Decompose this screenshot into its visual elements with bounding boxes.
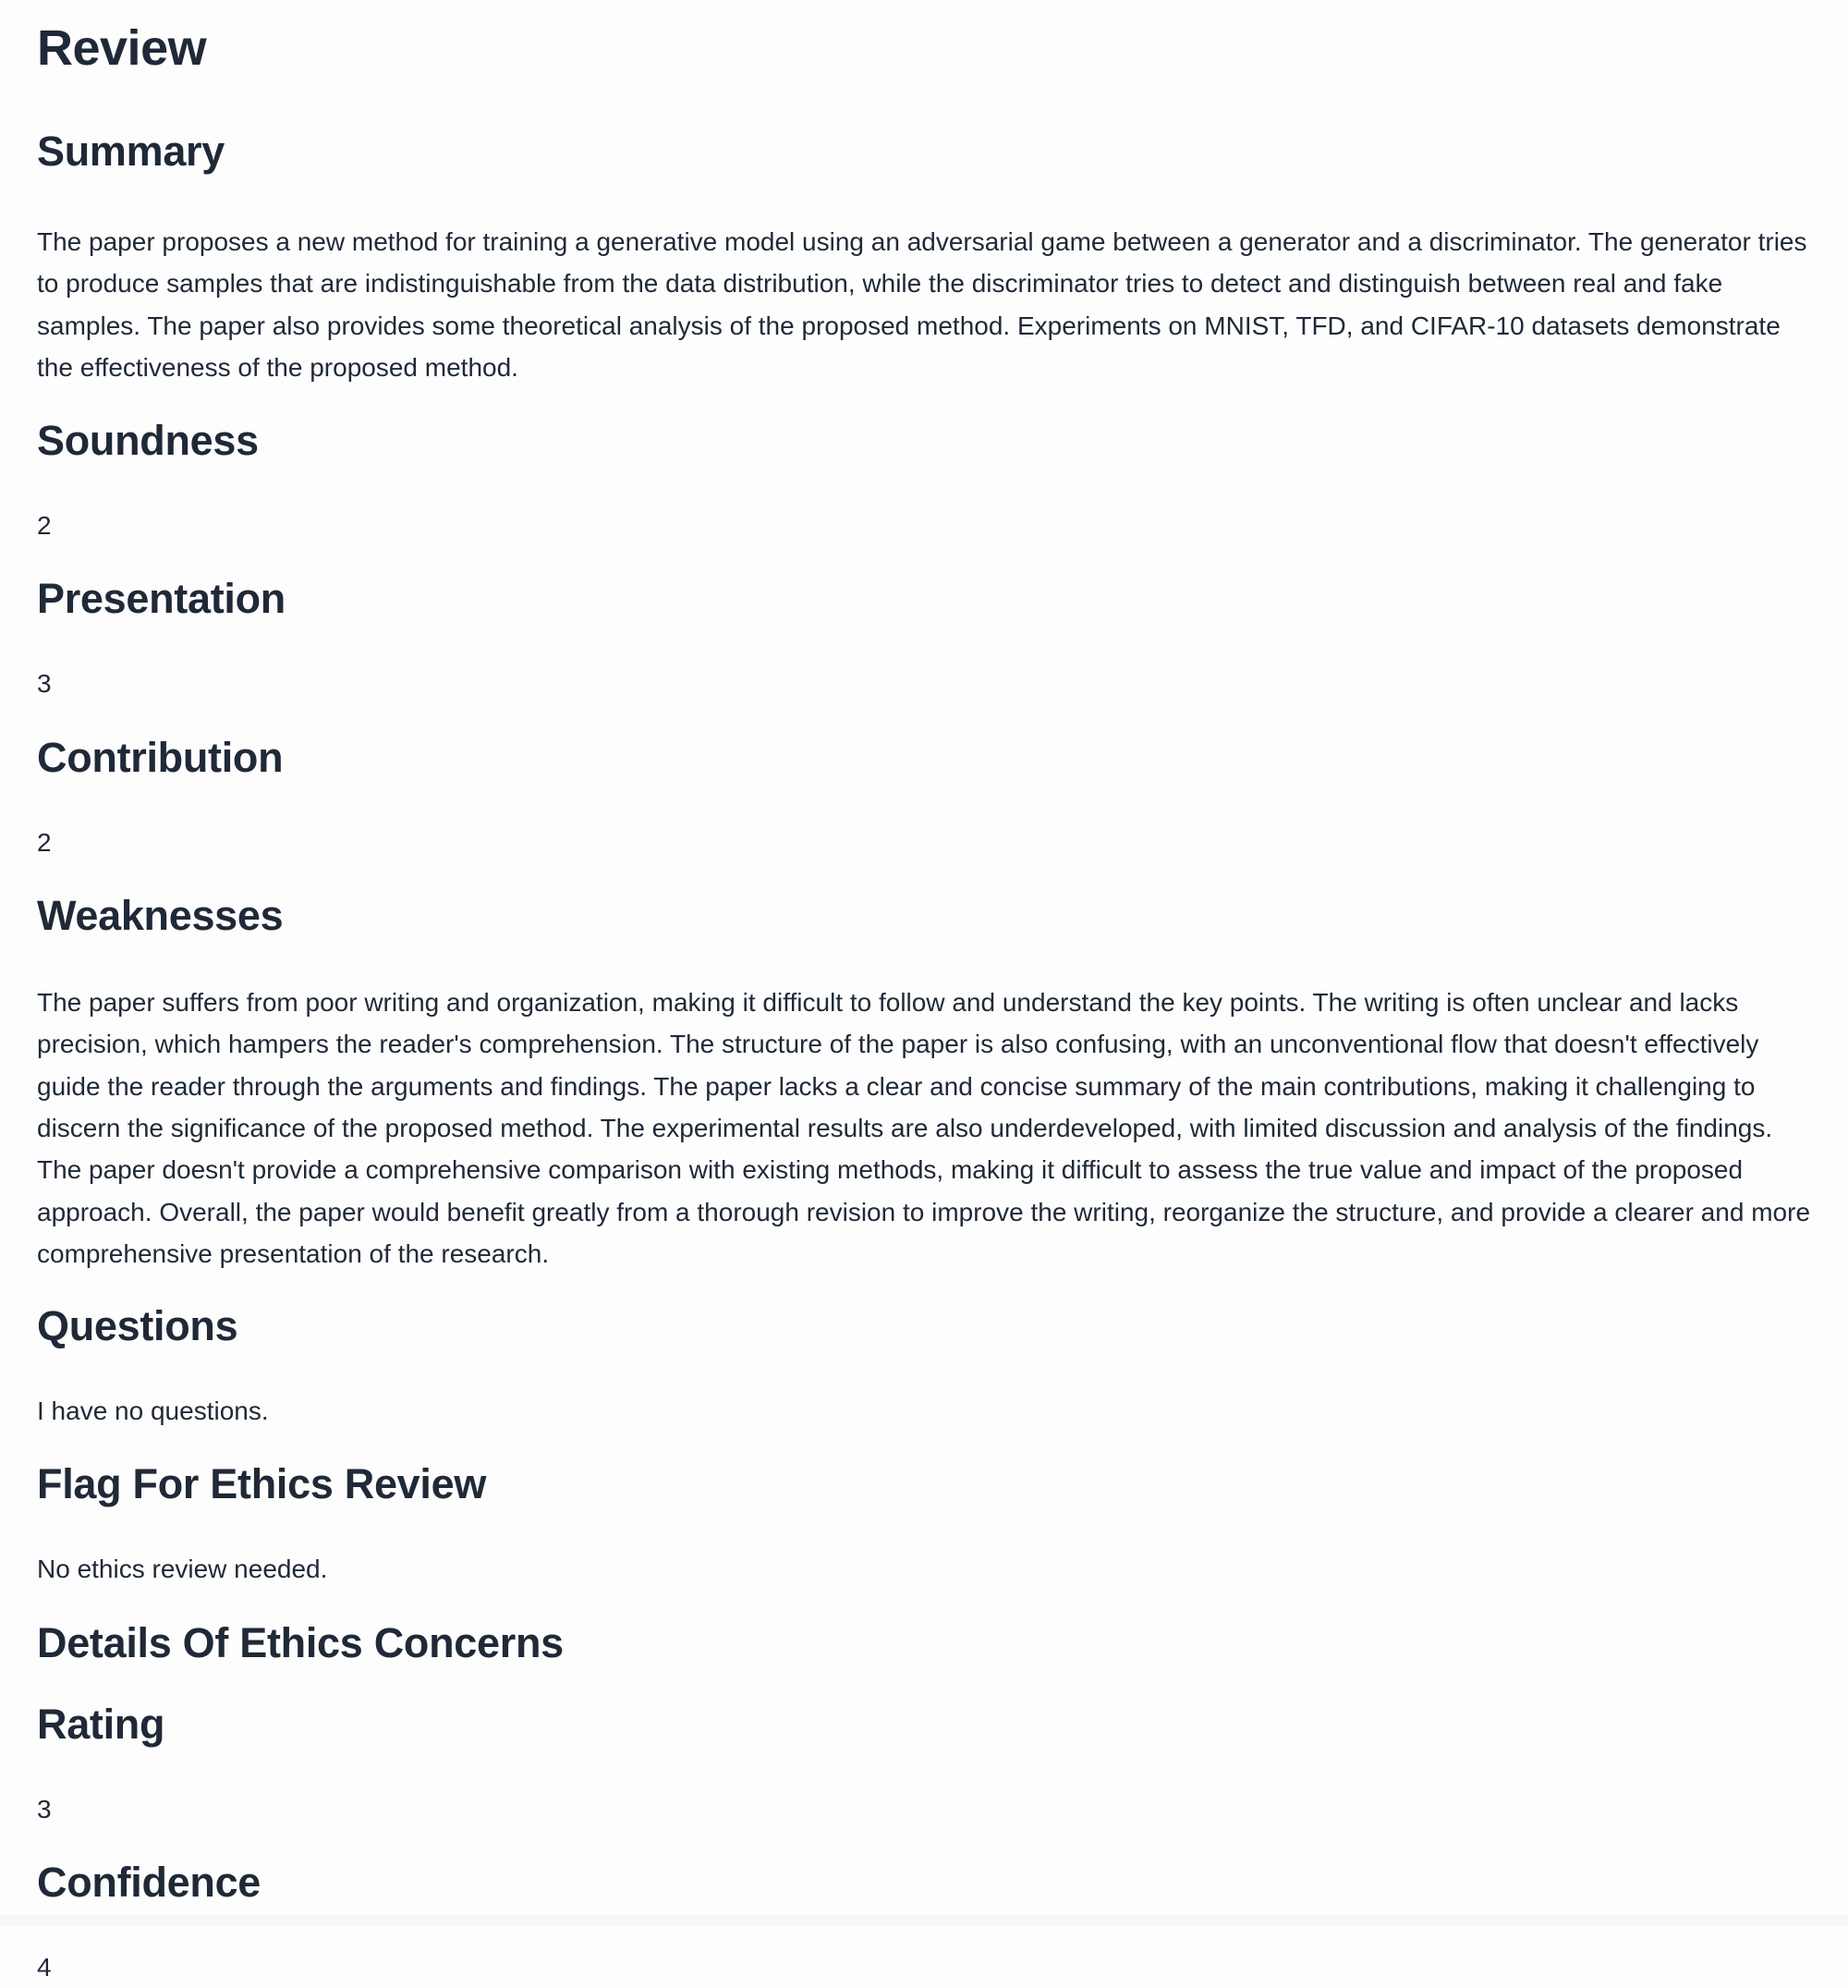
ethics-details-heading: Details Of Ethics Concerns — [37, 1618, 564, 1666]
soundness-heading: Soundness — [37, 417, 259, 465]
ethics-details-section — [37, 1617, 1811, 1669]
weaknesses-heading: Weaknesses — [37, 892, 284, 940]
confidence-heading: Confidence — [37, 1859, 261, 1907]
summary-section — [37, 126, 1811, 388]
presentation-value: 3 — [37, 669, 52, 699]
summary-heading: Summary — [37, 128, 225, 175]
questions-heading: Questions — [37, 1302, 238, 1350]
summary-text: The paper proposes a new method for training a generative model using an adversarial game between a generator and a discriminator. The generator tries to produce samples that are indistinguishable from the data distribution, while the discriminator tries to detect and distinguish between real and fake samples. The paper also provides some theoretical analysis of the proposed method. Experiments on MNIST, TFD, and CIFAR-10 datasets demonstrate the effectiveness of the proposed method. — [37, 227, 1807, 382]
contribution-section — [37, 732, 1811, 863]
rating-heading: Rating — [37, 1700, 165, 1748]
bottom-edge — [0, 1915, 1848, 1926]
rating-value: 3 — [37, 1794, 52, 1823]
presentation-section — [37, 573, 1811, 704]
soundness-section — [37, 415, 1811, 546]
ethics-flag-section — [37, 1458, 1811, 1590]
ethics-flag-heading: Flag For Ethics Review — [37, 1460, 487, 1508]
presentation-heading: Presentation — [37, 575, 286, 623]
weaknesses-section — [37, 890, 1811, 1275]
soundness-value: 2 — [37, 511, 52, 541]
ethics-flag-text: No ethics review needed. — [37, 1555, 328, 1584]
contribution-heading: Contribution — [37, 733, 284, 781]
page-title: Review — [37, 20, 207, 76]
weaknesses-text: The paper suffers from poor writing and organization, making it difficult to follow and understand the key points. The writing is often unclear and lacks precision, which hampers the reader's comprehension. The structure of the paper is also confusing, with an unconventional flow that doesn't effectively guide the reader through the arguments and findings. The paper lacks a clear and concise summary of the main contributions, making it challenging to discern the significance of the proposed method. The experimental results are also underdeveloped, with limited discussion and analysis of the findings. The paper doesn't provide a comprehensive comparison with existing methods, making it difficult to assess the true value and impact of the proposed approach. Overall, the paper would benefit greatly from a thorough revision to improve the writing, reorganize the structure, and provide a clearer and more comprehensive presentation of the research. — [37, 988, 1811, 1268]
confidence-value: 4 — [37, 1953, 52, 1982]
contribution-value: 2 — [37, 827, 52, 857]
questions-text: I have no questions. — [37, 1396, 269, 1426]
rating-section — [37, 1699, 1811, 1830]
questions-section — [37, 1300, 1811, 1432]
